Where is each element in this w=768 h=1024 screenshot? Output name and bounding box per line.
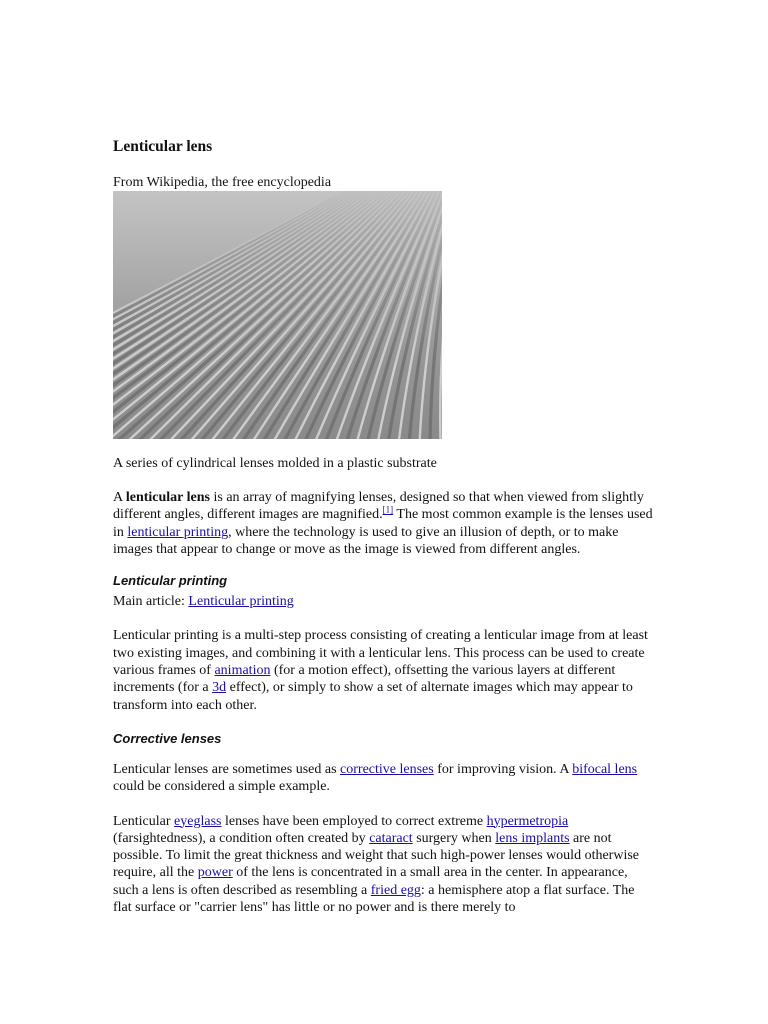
lenticular-printing-link[interactable]: lenticular printing	[127, 524, 229, 540]
printing-paragraph: Lenticular printing is a multi-step process consisting of creating a lenticular image from at least two existing images, and combining it with a lenticular lens. This process can be used to create various frames of animation (for a motion effect), offsetting the various layers at different increments (for a 3d effect), or simply to show a set of alternate images which may appear to transform into each other.	[113, 628, 648, 713]
section-heading-corrective-lenses: Corrective lenses	[113, 730, 222, 746]
corrective-lenses-link[interactable]: corrective lenses	[340, 761, 434, 777]
article-body	[113, 489, 655, 933]
bifocal-lens-link[interactable]: bifocal lens	[572, 761, 638, 777]
main-article-link[interactable]: Lenticular printing	[188, 594, 294, 610]
eyeglass-paragraph: Lenticular eyeglass lenses have been employed to correct extreme hypermetropia (farsightedness), a condition often created by cataract surgery when lens implants are not possible. To limit the great thickness and weight that such high-power lenses would otherwise require, all the power of the lens is concentrated in a small area in the center. In appearance, such a lens is often described as resembling a fried egg: a hemisphere atop a flat surface. The flat surface or "carrier lens" has little or no power and is there merely to	[113, 813, 639, 916]
lens-implants-link[interactable]: lens implants	[495, 830, 570, 846]
image-caption: A series of cylindrical lenses molded in a plastic substrate	[113, 456, 437, 471]
section-heading-lenticular-printing: Lenticular printing	[113, 573, 228, 589]
hypermetropia-link[interactable]: hypermetropia	[486, 813, 569, 829]
tagline: From Wikipedia, the free encyclopedia	[113, 175, 332, 190]
term-bold: lenticular lens	[125, 490, 210, 505]
reference-link[interactable]: [1]	[382, 504, 394, 515]
corrective-paragraph: Lenticular lenses are sometimes used as corrective lenses for improving vision. A bifocal lens could be considered a simple example.	[113, 761, 638, 795]
lenticular-lens-photo	[113, 191, 442, 439]
3d-link[interactable]: 3d	[212, 680, 227, 696]
fried-egg-link[interactable]: fried egg	[370, 882, 421, 898]
intro-paragraph: A lenticular lens is an array of magnifying lenses, designed so that when viewed from slightly different angles, different images are magnified.[1] The most common example is the lenses used in lenticular printing, where the technology is used to give an illusion of depth, or to make images that appear to change or move as the image is viewed from different angles.	[113, 490, 653, 557]
animation-link[interactable]: animation	[214, 663, 271, 679]
power-link[interactable]: power	[197, 865, 233, 881]
page-title: Lenticular lens	[113, 138, 213, 155]
main-article-note: Main article: Lenticular printing	[113, 594, 294, 610]
cataract-link[interactable]: cataract	[369, 830, 413, 846]
eyeglass-link[interactable]: eyeglass	[174, 813, 222, 829]
